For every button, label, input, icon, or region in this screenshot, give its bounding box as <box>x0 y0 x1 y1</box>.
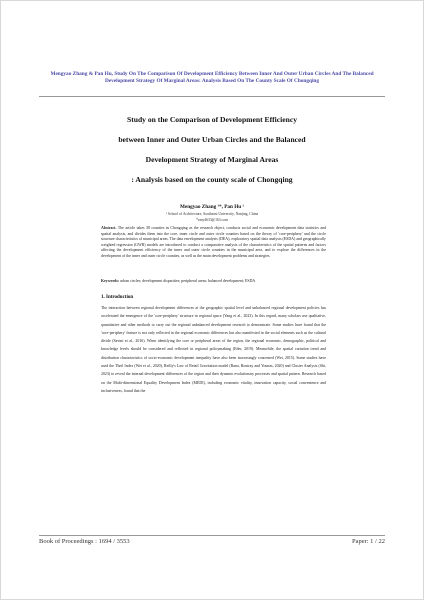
title-line: : Analysis based on the county scale of Chongqing <box>131 175 293 184</box>
abstract <box>101 226 326 260</box>
body-paragraph: The interaction between regional development differences at the geographic spatial level and unbalanced regional development policies has accelerated the emergence of the 'core-periphery' structure in regional space (Yang et al., 2023). In this regard, many scholars use qualitative, quantitative and other methods to carry out the regional unbalanced development research to demonstrate. Some studies have found that the 'core-periphery' feature is not only reflected in the regional economic differences but also manifested in the social elements such as the cultural divide (Savini et al., 2016). When identifying the core or peripheral areas of the region, the regional economic, demographic, political and knowledge levels should be considered and reflected in regional policymaking (Eder, 2019). Meanwhile, the spatial variation trend and distribution characteristics of socio-economic development inequality have also been increasingly concerned (Wei, 2015). Some studies have used the Theil Index (Wei et al., 2020), Reilly's Law of Retail Gravitation model (Rana, Routray and Younas, 2020) and Cluster Analysis (Shi, 2023) to reveal the internal development differences of the region and their dynamic evolutionary processes and spatial pattern. Research based on the Multi-dimensional Equality Development Index (MEDI), including economic vitality, innovation capacity, social convenience and inclusiveness, found that the <box>101 306 326 393</box>
title-line: Study on the Comparison of Development Efficiency <box>126 115 297 124</box>
keywords <box>101 279 326 285</box>
footer-rule <box>39 535 385 536</box>
section-heading: 1. Introduction <box>101 295 134 300</box>
author-email[interactable]: *zmy4633@163.com <box>196 218 228 222</box>
running-head: Mengyao Zhang & Pan Hu, Study On The Comparison Of Development Efficiency Between Inner And Outer Urban Circles And The Balanced Development Strategy Of Marginal Areas: Analysis Based On The County Scale Of Chongqing <box>50 71 374 84</box>
footer-paper-page: Paper: 1 / 22 <box>351 538 385 545</box>
header-rule <box>39 96 385 97</box>
title-line: Development Strategy of Marginal Areas <box>145 155 279 164</box>
abstract-label: Abstract. <box>101 226 117 230</box>
keywords-label: Keywords: <box>101 279 120 283</box>
authors: Mengyao Zhang ¹*, Pan Hu ¹ <box>180 204 244 210</box>
footer-proceedings-page: Book of Proceedings : 1694 / 3553 <box>39 538 130 545</box>
keywords-text: urban circles; development disparities; peripheral areas; balanced development; ESDA <box>120 279 256 283</box>
abstract-text: The article takes 38 counties in Chongqing as the research object, conducts social and economic development data statistics and spatial analysis, and divides them into the core, inner circle and outer circle counties based on the theory of 'core-periphery' and the circle structure characteristics of municipal areas. The data envelopment analysis (DEA), exploratory spatial data analysis (ESDA) and geographically weighted regression (GWR) models are introduced to conduct a comparative analysis of the characteristics of the spatial patterns and factors affecting the development efficiency of the inner and outer circle counties in the municipal area, and to explore the differences in the development of the inner and outer circle counties, as well as the main development problems and strategies. <box>101 226 326 258</box>
paper-title <box>61 110 363 190</box>
title-line: between Inner and Outer Urban Circles and the Balanced <box>118 135 306 144</box>
affiliation: ¹ School of Architecture, Southeast University, Nanjing, China <box>165 212 259 216</box>
